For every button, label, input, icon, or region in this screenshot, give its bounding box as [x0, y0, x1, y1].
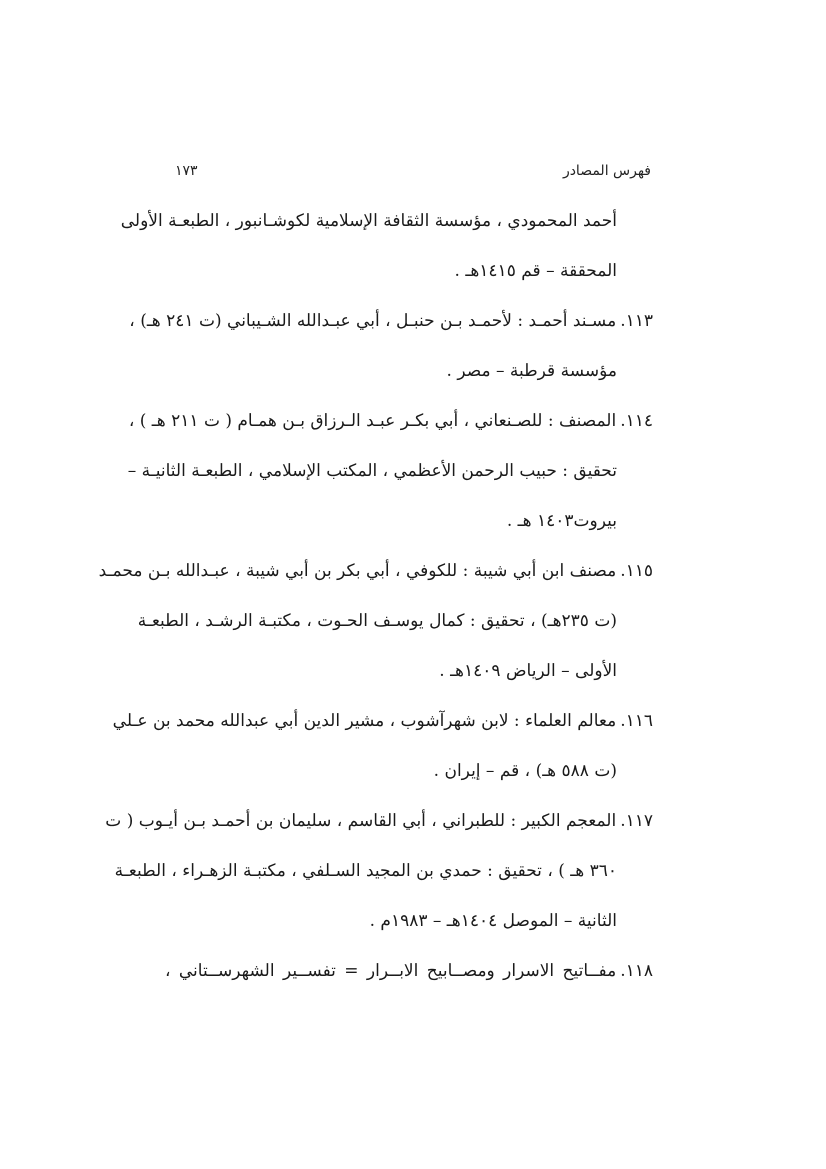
entry-first-line: [105, 796, 653, 846]
page-number: ١٧٣: [175, 163, 198, 179]
line-text: مصنف ابن أبي شيبة : للكوفي ، أبي بكر بن أبي شيبة ، عبـدالله بـن محمـد: [98, 561, 617, 581]
line-text: ٣٦٠ هـ ) ، تحقيق : حمدي بن المجيد السـلفي ، مكتبـة الزهـراء ، الطبعـة: [114, 861, 617, 881]
entry-line: [165, 646, 653, 696]
line-text: مسـند أحمـد : لأحمـد بـن حنبـل ، أبي عبـدالله الشـيباني (ت ٢٤١ هـ) ،: [129, 311, 617, 331]
entry-line: [165, 746, 653, 796]
entry-first-line: [98, 546, 653, 596]
line-text: المحققة – قم ١٤١٥هـ .: [454, 261, 617, 281]
line-text: مفــاتيح الاسرار ومصــابيح الابــرار = تفســير الشهرســتاني ،: [165, 961, 617, 981]
entry-line: [137, 596, 653, 646]
entry-number: ١١٤.: [620, 411, 653, 431]
entry-line: [165, 896, 653, 946]
line-text: مؤسسة قرطبة – مصر .: [446, 361, 617, 381]
line-text: المصنف : للصـنعاني ، أبي بكـر عبـد الـرزاق بـن همـام ( ت ٢١١ هـ ) ،: [128, 411, 617, 431]
entry-number: ١١٨.: [620, 961, 653, 981]
line-text: بيروت١٤٠٣ هـ .: [506, 511, 617, 531]
entry-line: [127, 446, 653, 496]
entry-first-line: [128, 396, 653, 446]
page-header: [175, 163, 651, 189]
entry-first-line: [165, 946, 653, 996]
line-text: أحمد المحمودي ، مؤسسة الثقافة الإسلامية لكوشـانبور ، الطبعـة الأولى: [120, 211, 617, 231]
entry-number: ١١٣.: [620, 311, 653, 331]
entry-line: [165, 496, 653, 546]
entry-line: [165, 246, 653, 296]
entry-first-line: [129, 296, 653, 346]
line-text: (ت ٥٨٨ هـ) ، قم – إيران .: [433, 761, 617, 781]
entry-line: [165, 346, 653, 396]
entry-line: [120, 196, 653, 246]
entry-number: ١١٧.: [620, 811, 653, 831]
entry-number: ١١٥.: [620, 561, 653, 581]
bibliography-list: [98, 196, 653, 996]
line-text: المعجم الكبير : للطبراني ، أبي القاسم ، سليمان بن أحمـد بـن أيـوب ( ت: [105, 811, 617, 831]
line-text: الثانية – الموصل ١٤٠٤هـ – ١٩٨٣م .: [369, 911, 617, 931]
line-text: معالم العلماء : لابن شهرآشوب ، مشير الدين أبي عبدالله محمد بن عـلي: [112, 711, 617, 731]
entry-number: ١١٦.: [620, 711, 653, 731]
line-text: الأولى – الرياض ١٤٠٩هـ .: [439, 661, 617, 681]
running-title: فهرس المصادر: [562, 163, 651, 179]
line-text: تحقيق : حبيب الرحمن الأعظمي ، المكتب الإسلامي ، الطبعـة الثانيـة –: [127, 461, 617, 481]
entry-line: [114, 846, 653, 896]
line-text: (ت ٢٣٥هـ) ، تحقيق : كمال يوسـف الحـوت ، مكتبـة الرشـد ، الطبعـة: [137, 611, 617, 631]
entry-first-line: [112, 696, 653, 746]
